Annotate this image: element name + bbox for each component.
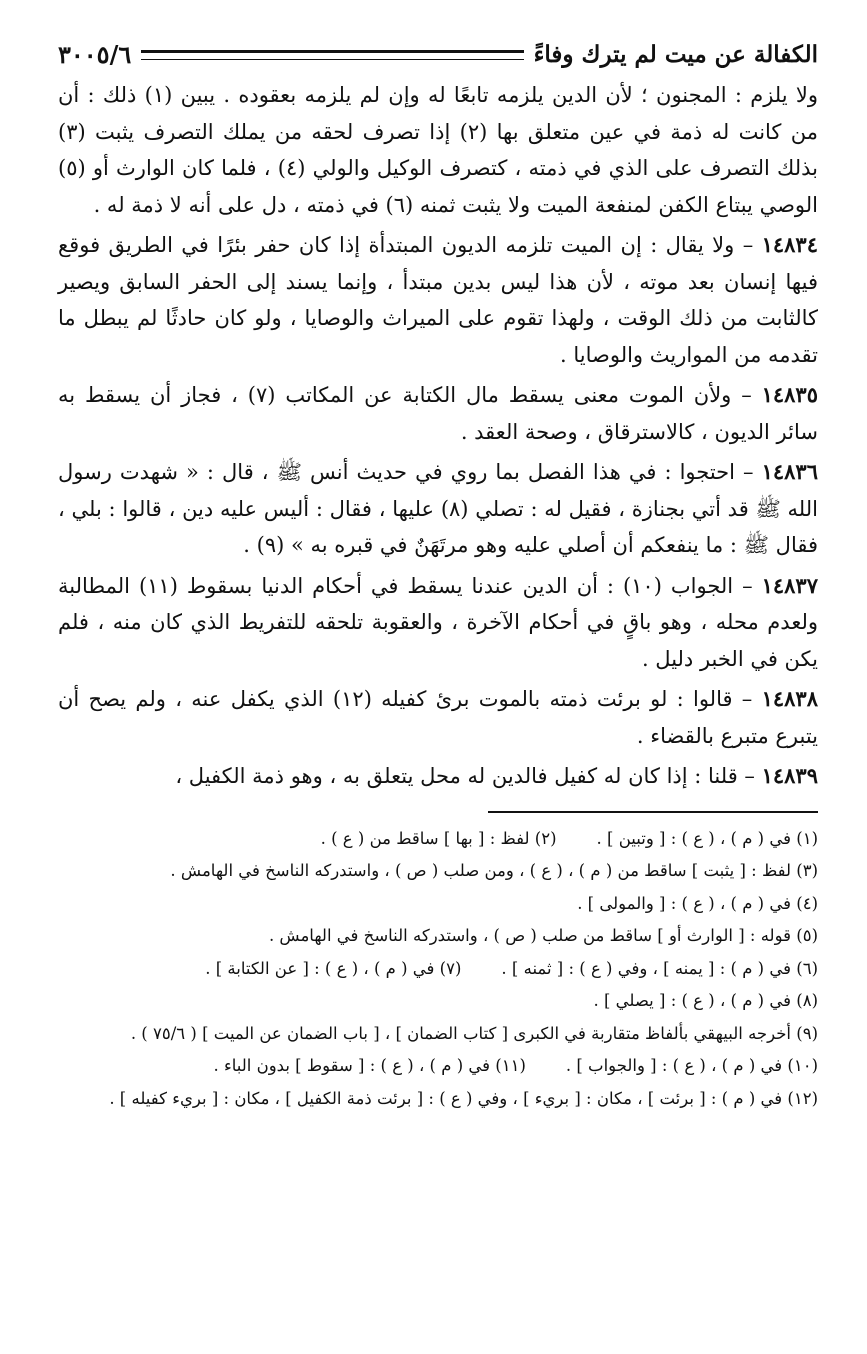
footnote-line [58,1050,818,1083]
paragraph-text: – الجواب (١٠) : أن الدين عندنا يسقط في أحكام الدنيا بسقوط (١١) المطالبة ولعدم محله ، وهو باقٍ في أحكام الآخرة ، والعقوبة تلحقه للتفريط الذي كان منه ، فلم يكن في الخبر دليل . [58,573,818,671]
paragraph [58,227,818,373]
paragraph-text: – ولا يقال : إن الميت تلزمه الديون المبتدأة إذا كان حفر بئرًا في الطريق فوقع فيها إنسان بعد موته ، لأن هذا ليس بدين مبتدأ ، وإنما يسند إلى الحفر السابق ويصير كالثابت من ذلك الوقت ، ولهذا تقوم على الميراث والوصايا ، ولو كان حادثًا لم يبطل ما تقدمه من المواريث والوصايا . [58,233,818,367]
main-text [58,77,818,795]
page-number: ٣٠٠٥/٦ [58,40,132,69]
footnote: (١١) في ( م ) ، ( ع ) : [ سقوط ] بدون الباء . [213,1056,526,1075]
footnote: (٥) قوله : [ الوارث أو ] ساقط من صلب ( ص ) ، واستدركه الناسخ في الهامش . [268,926,818,945]
paragraph-number: ١٤٨٣٩ [761,763,818,788]
footnote: (٦) في ( م ) : [ يمنه ] ، وفي ( ع ) : [ ثمنه ] . [501,958,818,978]
paragraph-text: – ولأن الموت معنى يسقط مال الكتابة عن المكاتب (٧) ، فجاز أن يسقط به سائر الديون ، كالاسترقاق ، وصحة العقد . [58,383,818,444]
footnote: (٩) أخرجه البيهقي بألفاظ متقاربة في الكبرى [ كتاب الضمان ] ، [ باب الضمان عن الميت ] ( ٧٥/٦ ) . [130,1023,818,1043]
footnote: (١) في ( م ) ، ( ع ) : [ وتبين ] . [596,828,818,848]
paragraph-number: ١٤٨٣٧ [761,572,818,598]
paragraph-number: ١٤٨٣٦ [761,459,818,484]
footnote: (٢) لفظ : [ بها ] ساقط من ( ع ) . [320,828,557,848]
paragraph-text: – احتجوا : في هذا الفصل بما روي في حديث أنس ﷺ ، قال : « شهدت رسول الله ﷺ قد أتي بجنازة ، فقيل له : تصلي (٨) عليها ، فقال : أليس عليه دين ، قالوا : بلي ، فقال ﷺ : ما ينفعكم أن أصلي عليه وهو مرتَهَنٌ في قبره به » (٩) . [58,460,818,557]
book-page [58,40,818,1115]
footnote: (٤) في ( م ) ، ( ع ) : [ والمولى ] . [577,893,818,913]
paragraph-text: – قالوا : لو برئت ذمته بالموت برئ كفيله (١٢) الذي يكفل عنه ، ولم يصح أن يتبرع متبرع بالقضاء . [58,687,818,748]
footnote-line [58,985,818,1018]
footnote: (٨) في ( م ) ، ( ع ) : [ يصلي ] . [593,991,818,1010]
paragraph [58,454,818,564]
running-title: الكفالة عن ميت لم يترك وفاءً [533,41,818,68]
paragraph-text: ولا يلزم : المجنون ؛ لأن الدين يلزمه تابعًا له وإن لم يلزمه بعقوده . يبين (١) ذلك : أن من كانت له ذمة في عين متعلق بها (٢) إذا تصرف لحقه من يملك التصرف يثبت (٣) بذلك التصرف على الذي في ذمته ، كتصرف الوكيل والولي (٤) ، فلما كان الوارث أو (٥) الوصي يبتاع الكفن لمنفعة الميت ولا يثبت ثمنه (٦) في ذمته ، دل على أنه لا ذمة له . [58,83,818,217]
paragraph [58,681,818,754]
paragraph [58,377,818,450]
footnote-separator [488,811,818,813]
paragraph [58,568,818,678]
footnote: (٣) لفظ : [ يثبت ] ساقط من ( م ) ، ( ع ) ، ومن صلب ( ص ) ، واستدركه الناسخ في الهامش . [170,861,818,880]
footnotes [58,823,818,1116]
header-rule [141,50,523,60]
footnote-line [58,953,818,986]
paragraph-number: ١٤٨٣٤ [761,232,818,257]
footnote: (١٢) في ( م ) : [ برئت ] ، مكان : [ بريء ] ، وفي ( ع ) : [ برئت ذمة الكفيل ] ، مكان : [ بريء كفيله ] . [109,1088,818,1108]
footnote: (٧) في ( م ) ، ( ع ) : [ عن الكتابة ] . [205,958,462,978]
paragraph [58,758,818,795]
footnote-line [58,855,818,888]
footnote-line [58,1018,818,1051]
paragraph-number: ١٤٨٣٥ [761,382,818,407]
footnote-line [58,1083,818,1116]
paragraph [58,77,818,223]
footnote: (١٠) في ( م ) ، ( ع ) : [ والجواب ] . [565,1056,818,1075]
paragraph-number: ١٤٨٣٨ [761,686,818,711]
footnote-line [58,888,818,921]
paragraph-text: – قلنا : إذا كان له كفيل فالدين له محل يتعلق به ، وهو ذمة الكفيل ، [175,764,762,788]
page-header [58,40,818,69]
footnote-line [58,823,818,856]
footnote-line [58,920,818,953]
